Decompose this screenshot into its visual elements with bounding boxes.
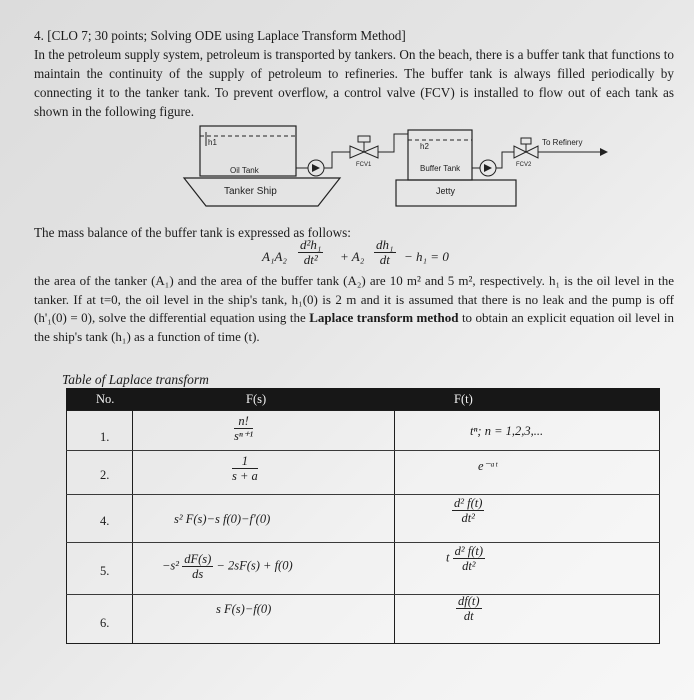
tank-system-figure [180,124,620,212]
eq-coefficient: A₁A₂ [262,249,287,264]
row-6-ft: $\frac{df(t)}{dt}$ [458,594,480,623]
jetty-shape [396,180,516,206]
to-refinery-label: To Refinery [542,138,583,147]
jetty-label: Jetty [436,186,456,196]
eq-first-derivative: $\frac{\text{dh₁}}{dt}$ [376,237,394,267]
fcv2-valve-left [514,146,526,158]
row-2-no: 2. [100,468,110,482]
pump-2-arrow [484,164,492,172]
h1-label: h1 [208,138,217,147]
fcv1-label: FCV1 [356,162,372,168]
oil-tank-label: Oil Tank [230,166,259,175]
row-2-ft: e⁻ᵃᵗ [478,459,498,473]
question-intro: In the petroleum supply system, petroleum is transported by tankers. On the beach, there is a buffer tank that functions to maintain the continuity of the supply of petroleum to refineries. The buffer tank is always filled periodically by connecting it to the tanker tank. To prevent overflow, a control valve (FCV) is installed to flow out of each tank as shown in the following figure. [34,47,674,119]
table-caption: Table of Laplace transform [62,372,209,387]
question-heading: 4. [CLO 7; 30 points; Solving ODE using Laplace Transform Method] [34,28,406,43]
fcv1-valve-left [350,146,364,158]
eq-tail: − h₁ = 0 [404,249,449,264]
pipe-to-buffer [378,134,408,152]
header-fs: F(s) [246,392,267,406]
table-body [66,410,660,644]
mass-balance-intro: The mass balance of the buffer tank is expressed as follows: [34,225,351,240]
problem-statement: the area of the tanker (A₁) and the area of the buffer tank (A₂) are 10 m² and 5 m², respectively. h₁ is the oil level in the tanker. If at t=0, the oil level in the ship's tank, h₁(0) is 2 m and it is assumed that there is no leak and the pump is off (h'₁(0) = 0), solve the differential equation using the Laplace transform method to obtain an explicit equation oil level in the ship's tank (h₁) as a function of time (t). [34,273,675,344]
laplace-method-bold: Laplace transform method [309,310,459,325]
row-6-fs: s F(s)−f(0) [216,602,272,616]
row-1-no: 1. [100,430,110,444]
row-5-no: 5. [100,564,110,578]
eq-plus-a2: + A₂ [340,249,365,264]
fcv2-label: FCV2 [516,162,532,168]
refinery-arrow [600,148,608,156]
fcv1-valve-right [364,146,378,158]
header-no: No. [96,392,115,406]
row-4-no: 4. [100,514,110,528]
pump-1-arrow [312,164,320,172]
tanker-ship-label: Tanker Ship [224,186,277,197]
fcv2-valve-right [526,146,538,158]
row-2-fs: $\frac{1}{s + a}$ [232,454,258,483]
laplace-table [66,388,660,644]
header-ft: F(t) [454,392,473,406]
row-6-no: 6. [100,616,110,630]
fcv2-actuator [521,138,531,144]
row-4-ft: $\frac{\text{d² f(t)}}{\text{dt²}}$ [454,496,483,525]
h2-label: h2 [420,142,429,151]
table-header [66,388,660,410]
row-1-ft: tⁿ; n = 1,2,3,... [470,424,544,438]
eq-second-derivative: $\frac{\text{d²h₁}}{\text{dt²}}$ [300,237,322,267]
fcv1-actuator [358,136,370,142]
row-5-fs: −s² $\frac{dF(s)}{ds}$ − 2sF(s) + f(0) [162,552,293,581]
buffer-tank-label: Buffer Tank [420,164,461,173]
row-5-ft: t $\frac{\text{d² f(t)}}{\text{dt²}}$ [446,544,484,573]
row-4-fs: s² F(s)−s f(0)−f′(0) [174,512,271,526]
row-1-fs: $\frac{n!}{\text{sⁿ⁺¹}}$ [234,414,254,443]
pipe-segment-2 [324,152,350,168]
